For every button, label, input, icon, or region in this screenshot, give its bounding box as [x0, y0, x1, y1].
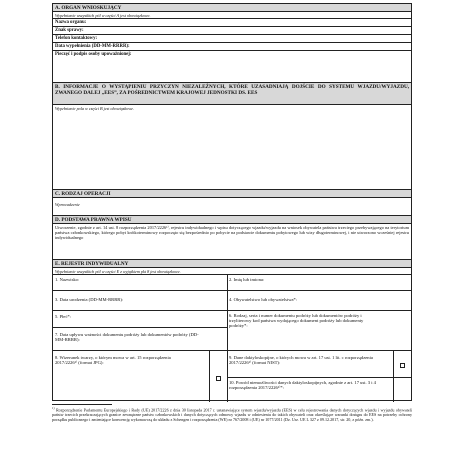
section-b-header: B. INFORMACJE O WYSTĄPIENIU PRZYCZYN NIEZALEŻNYCH, KTÓRE UZASADNIAJĄ DOJŚCIE DO SYSTEMU WJAZDU/WYJAZDU, ZWANEGO DALEJ „EES”, ZA POŚREDNICTWEM KRAJOWEJ JEDNOSTKI DS. EES [53, 83, 411, 105]
fingerprint-field[interactable]: 9. Dane daktyloskopijne, o których mowa w art. 17 ust. 1 lit. c rozporządzenia 2017/2226¹⁾ (format NIST): [229, 355, 373, 366]
section-e-hint: Wypełnianie wszystkich pól w części E z wyjątkiem pkt 8 jest obowiązkowe. [53, 268, 411, 275]
signature-field[interactable]: Pieczęć i podpis osoby upoważnionej: [53, 51, 411, 83]
case-number-field[interactable]: Znak sprawy: [53, 27, 411, 35]
birth-date-field[interactable]: 3. Data urodzenia (DD-MM-RRRR): [55, 297, 124, 302]
fingerprint-reason-field[interactable]: 10. Powód niemożliwości danych daktyloskopijnych, zgodnie z art. 17 ust. 3 i 4 rozporządzenia 2017/2226¹⁾*: [229, 380, 376, 391]
section-a-header: A. ORGAN WNIOSKUJĄCY [53, 4, 411, 12]
grid-divider [53, 350, 411, 351]
footnote-text: Rozporządzenie Parlamentu Europejskiego i Rady (UE) 2017/2226 z dnia 30 listopada 2017 r. ustanawiające system wjazdu/wyjazdu (EES) w celu rejestrowania danych dotyczących wjazdu i wyjazdu obywateli państw trzecich przekraczających granice zewnętrzne państw członkowskich i danych dotyczących odmowy wjazdu w odniesieniu do takich obywateli oraz określające warunki dostępu do EES na potrzeby ochrony porządku publicznego i zmieniające konwencję wykonawczą do układu z Schengen i rozporządzenia (WE) nr 767/2008 i (UE) nr 1077/2011 (Dz. Urz. UE L 327 z 09.12.2017, str. 20, z późn. zm.). [52, 407, 412, 423]
grid-divider [53, 327, 227, 328]
section-b-field[interactable]: Wypełnianie pola w części B jest obowiązkowe. [53, 105, 411, 190]
facial-image-checkbox[interactable] [216, 376, 221, 381]
facial-image-field[interactable]: 8. Wizerunek twarzy, o którym mowa w art. 15 rozporządzenia 2017/2226¹⁾ (format JPG): [55, 355, 171, 366]
given-names-field[interactable]: 2. Imię lub imiona: [229, 277, 265, 282]
section-a-hint: Wypełnianie wszystkich pól w części A jest obowiązkowe. [53, 12, 411, 19]
section-c-header: C. RODZAJ OPERACJI [53, 190, 411, 198]
grid-divider [227, 377, 411, 378]
section-d-header: D. PODSTAWA PRAWNA WPISU [53, 216, 411, 224]
operation-type-value: Wprowadzenie [53, 198, 411, 216]
grid-divider [209, 350, 210, 402]
travel-document-field[interactable]: 6. Rodzaj, seria i numer dokumentu podróży lub dokumentów podróży i trzyliterowy kod państwa wydającego dokument podróży lub dokumenty podróży*: [229, 313, 364, 329]
fingerprint-checkbox[interactable] [400, 363, 405, 368]
fill-date-field[interactable]: Data wypełnienia (DD-MM-RRRR): [53, 43, 411, 51]
footnote [52, 406, 412, 422]
legal-basis-text: Utworzenie, zgodnie z art. 14 ust. 8 rozporządzenia 2017/2226¹⁾, rejestru indywidualnego i wpisu dotyczącego wjazdu/wyjazdu na wniosek obywatela państwa trzeciego przebywającego na terytorium państwa członkowskiego, którego pobyt krótkoterminowy rozpoczęto się bezpośrednio po pobycie na podstawie dokumentu pobytowego lub wizy długoterminowej, i nie utworzono wcześniej rejestru indywidualnego [53, 224, 411, 260]
surname-field[interactable]: 1. Nazwisko: [55, 277, 80, 282]
footnote-marker: 1) [52, 406, 55, 410]
organ-name-field[interactable]: Nazwa organu: [53, 19, 411, 27]
section-e-header: E. REJESTR INDYWIDUALNY [53, 260, 411, 268]
sex-field[interactable]: 5. Płeć*: [55, 314, 72, 319]
grid-divider [393, 350, 394, 402]
document-expiry-field[interactable]: 7. Data upływu ważności dokumentu podróży lub dokumentów podróży (DD-MM-RRRR): [55, 332, 199, 343]
grid-divider [53, 290, 411, 291]
nationality-field[interactable]: 4. Obywatelstwo lub obywatelstwa*: [229, 297, 298, 302]
contact-phone-field[interactable]: Telefon kontaktowy: [53, 35, 411, 43]
footnote-separator [52, 404, 112, 405]
grid-divider [53, 310, 411, 311]
form-frame [52, 3, 412, 401]
